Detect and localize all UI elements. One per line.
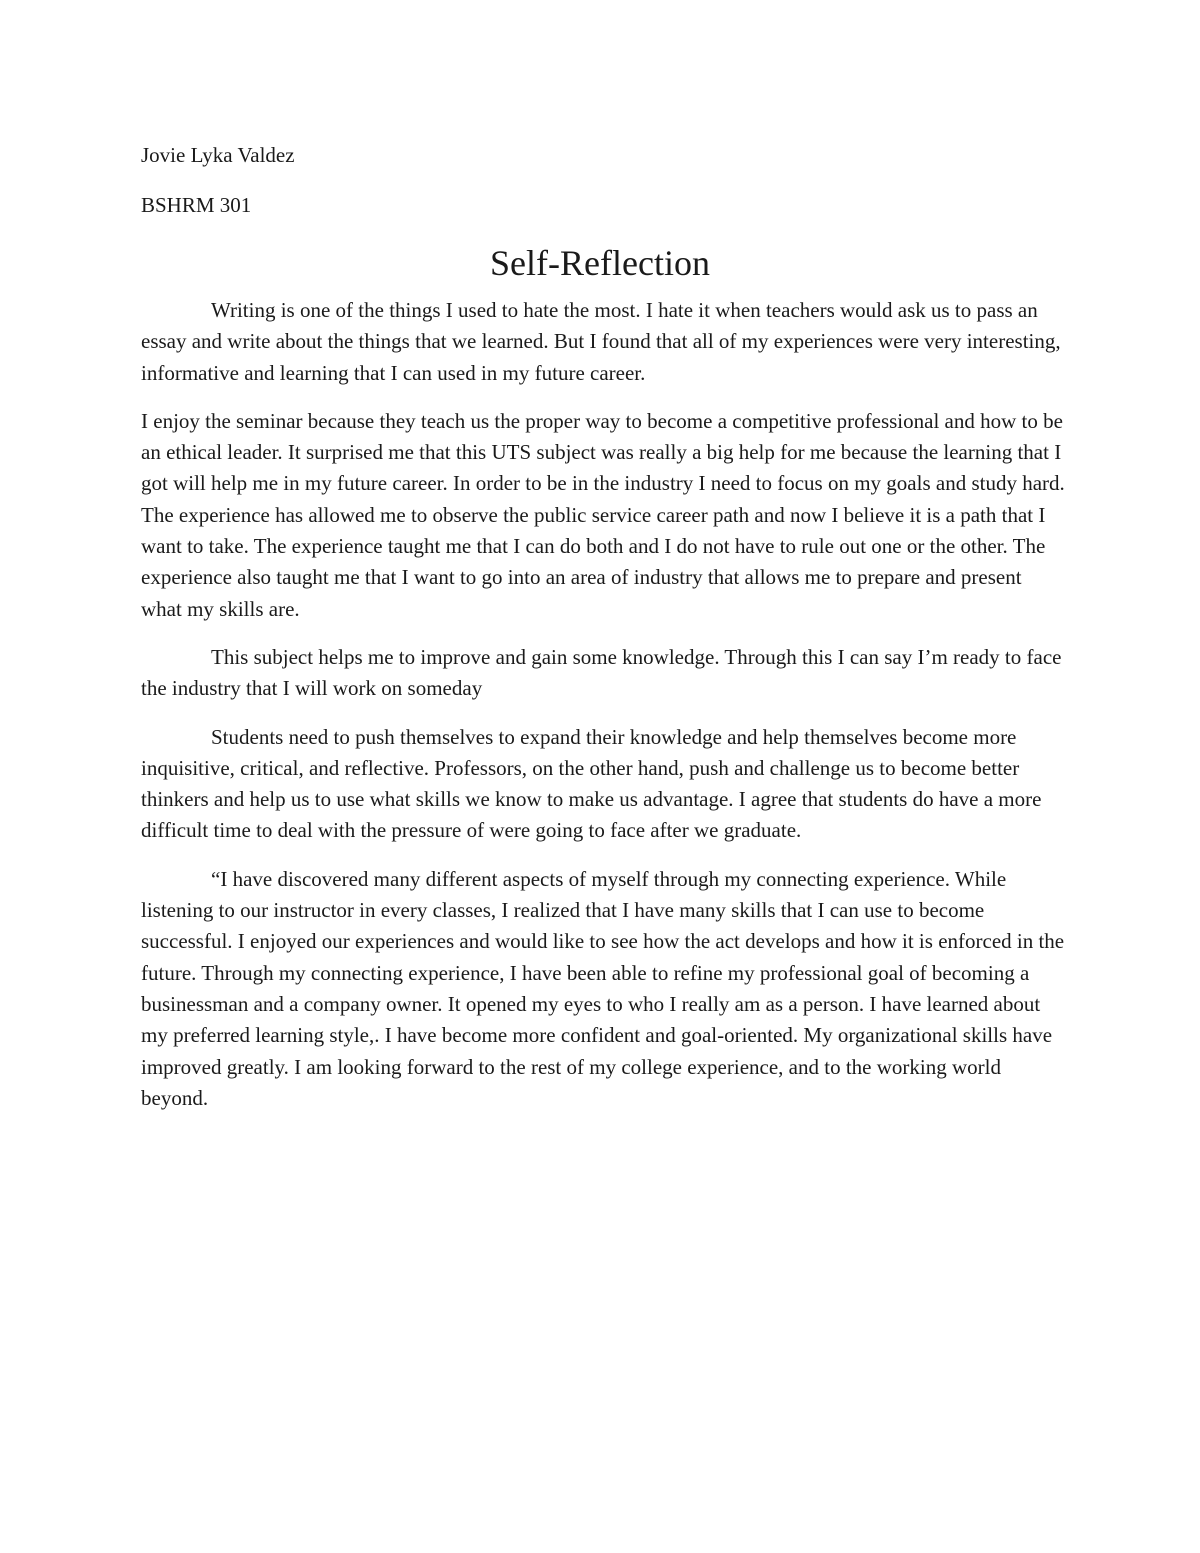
course-code: BSHRM 301 (141, 193, 252, 217)
student-name: Jovie Lyka Valdez (141, 143, 295, 167)
document-page (141, 140, 1065, 1131)
paragraph-3: This subject helps me to improve and gain some knowledge. Through this I can say I’m ready to face the industry that I will work on someday (141, 644, 1062, 701)
paragraph-2: I enjoy the seminar because they teach us the proper way to become a competitive professional and how to be an ethical leader. It surprised me that this UTS subject was really a big help for me because the learning that I got will help me in my future career. In order to be in the industry I need to focus on my goals and study hard. The experience has allowed me to observe the public service career path and now I believe it is a path that I want to take. The experience taught me that I can do both and I do not have to rule out one or the other. The experience also taught me that I want to go into an area of industry that allows me to prepare and present what my skills are. (141, 408, 1065, 621)
paragraph-4: Students need to push themselves to expand their knowledge and help themselves become more inquisitive, critical, and reflective. Professors, on the other hand, push and challenge us to become better thinkers and help us to use what skills we know to make us advantage. I agree that students do have a more difficult time to deal with the pressure of were going to face after we graduate. (141, 724, 1042, 843)
paragraph-5: “I have discovered many different aspects of myself through my connecting experience. While listening to our instructor in every classes, I realized that I have many skills that I can use to become successful. I enjoyed our experiences and would like to see how the act develops and how it is enforced in the future. Through my connecting experience, I have been able to refine my professional goal of becoming a businessman and a company owner. It opened my eyes to who I really am as a person. I have learned about my preferred learning style,. I have become more confident and goal-oriented. My organizational skills have improved greatly. I am looking forward to the rest of my college experience, and to the working world beyond. (141, 866, 1065, 1110)
document-title: Self-Reflection (490, 243, 710, 283)
paragraph-1: Writing is one of the things I used to hate the most. I hate it when teachers would ask us to pass an essay and write about the things that we learned. But I found that all of my experiences were very interesting, informative and learning that I can used in my future career. (141, 298, 1061, 385)
